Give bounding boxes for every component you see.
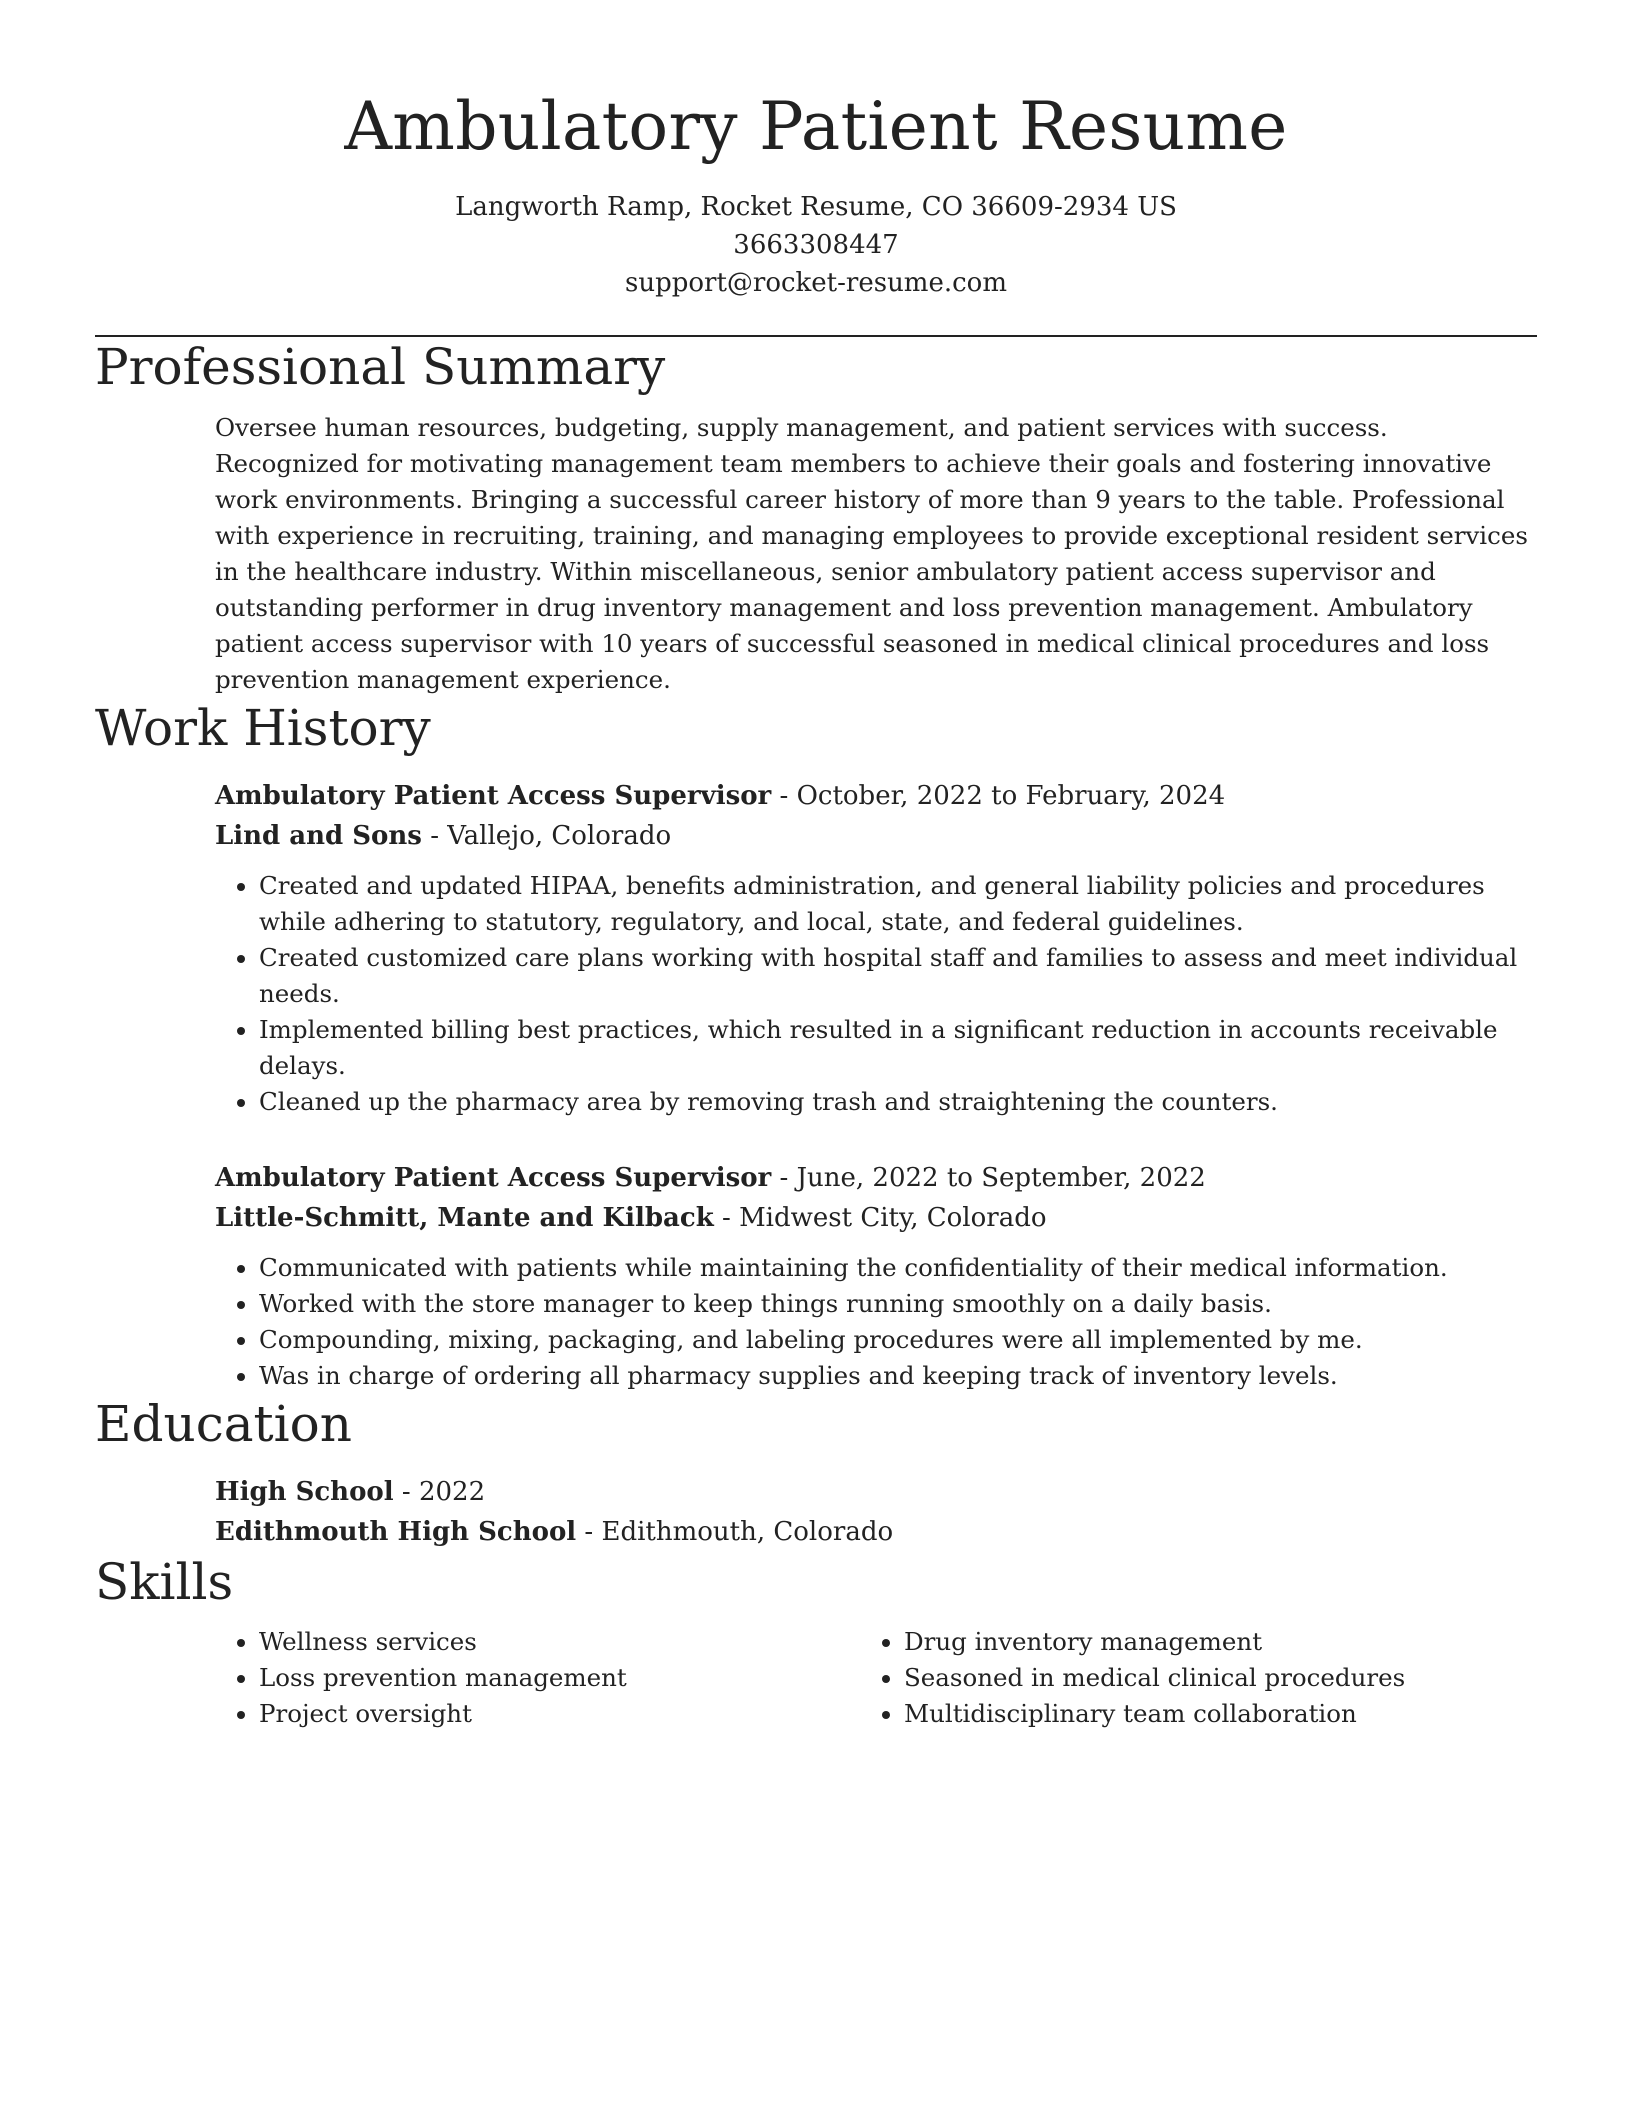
school-name: Edithmouth High School xyxy=(215,1517,577,1547)
job-location: - Midwest City, Colorado xyxy=(713,1203,1047,1233)
skill-item: • Wellness services xyxy=(259,1624,860,1660)
list-item: • Communicated with patients while maintaining the confidentiality of their medical information. xyxy=(259,1250,1537,1286)
job-role-line xyxy=(215,776,1537,816)
list-item: • Worked with the store manager to keep things running smoothly on a daily basis. xyxy=(259,1286,1537,1322)
job-entry xyxy=(215,776,1537,1120)
job-company-line xyxy=(215,1198,1537,1238)
school-location: - Edithmouth, Colorado xyxy=(576,1517,894,1547)
list-item: • Implemented billing best practices, which resulted in a significant reduction in accounts receivable delays. xyxy=(259,1012,1537,1084)
skills-column-right xyxy=(860,1624,1505,1732)
summary-text: Oversee human resources, budgeting, supply management, and patient services with success. Recognized for motivating management team members to achieve their goals and fostering innovative work environments. Bringing a successful career history of more than 9 years to the table. Professional with experience in recruiting, training, and managing employees to provide exceptional resident services in the healthcare industry. Within miscellaneous, senior ambulatory patient access supervisor and outstanding performer in drug inventory management and loss prevention management. Ambulatory patient access supervisor with 10 years of successful seasoned in medical clinical procedures and loss prevention management experience. xyxy=(215,413,1528,694)
list-item: • Compounding, mixing, packaging, and labeling procedures were all implemented by me. xyxy=(259,1322,1537,1358)
job-location: - Vallejo, Colorado xyxy=(421,821,672,851)
job-role: Ambulatory Patient Access Supervisor xyxy=(215,781,772,811)
work-history-heading: Work History xyxy=(95,699,431,757)
phone: 3663308447 xyxy=(733,230,899,260)
job-entry xyxy=(215,1158,1537,1394)
skills-heading: Skills xyxy=(95,1553,234,1611)
skill-item: • Drug inventory management xyxy=(904,1624,1505,1660)
resume-title: Ambulatory Patient Resume xyxy=(344,88,1288,165)
job-bullets xyxy=(215,868,1537,1120)
job-company: Little-Schmitt, Mante and Kilback xyxy=(215,1203,714,1233)
graduation-year: - 2022 xyxy=(393,1477,486,1507)
list-item: • Cleaned up the pharmacy area by removing trash and straightening the counters. xyxy=(259,1084,1537,1120)
skills-grid xyxy=(215,1624,1537,1732)
education-entry xyxy=(215,1472,1537,1552)
job-bullets xyxy=(215,1250,1537,1394)
job-role: Ambulatory Patient Access Supervisor xyxy=(215,1163,772,1193)
job-company: Lind and Sons xyxy=(215,821,422,851)
degree-line xyxy=(215,1472,1537,1512)
school-line xyxy=(215,1512,1537,1552)
resume-header xyxy=(95,0,1537,337)
education-heading: Education xyxy=(95,1395,352,1453)
job-company-line xyxy=(215,816,1537,856)
list-item: • Was in charge of ordering all pharmacy supplies and keeping track of inventory levels. xyxy=(259,1358,1537,1394)
skill-item: • Loss prevention management xyxy=(259,1660,860,1696)
list-item: • Created and updated HIPAA, benefits administration, and general liability policies and procedures while adhering to statutory, regulatory, and local, state, and federal guidelines. xyxy=(259,868,1537,940)
skill-item: • Seasoned in medical clinical procedures xyxy=(904,1660,1505,1696)
skills-list xyxy=(215,1624,860,1732)
contact-info xyxy=(95,188,1537,302)
job-dates: - October, 2022 to February, 2024 xyxy=(771,781,1226,811)
job-role-line xyxy=(215,1158,1537,1198)
summary-heading: Professional Summary xyxy=(95,338,666,396)
skills-list xyxy=(860,1624,1505,1732)
job-dates: - June, 2022 to September, 2022 xyxy=(771,1163,1206,1193)
email: support@rocket-resume.com xyxy=(624,268,1007,298)
skills-column-left xyxy=(215,1624,860,1732)
skill-item: • Project oversight xyxy=(259,1696,860,1732)
address: Langworth Ramp, Rocket Resume, CO 36609-2934 US xyxy=(455,192,1177,222)
skill-item: • Multidisciplinary team collaboration xyxy=(904,1696,1505,1732)
list-item: • Created customized care plans working with hospital staff and families to assess and meet individual needs. xyxy=(259,940,1537,1012)
degree: High School xyxy=(215,1477,394,1507)
